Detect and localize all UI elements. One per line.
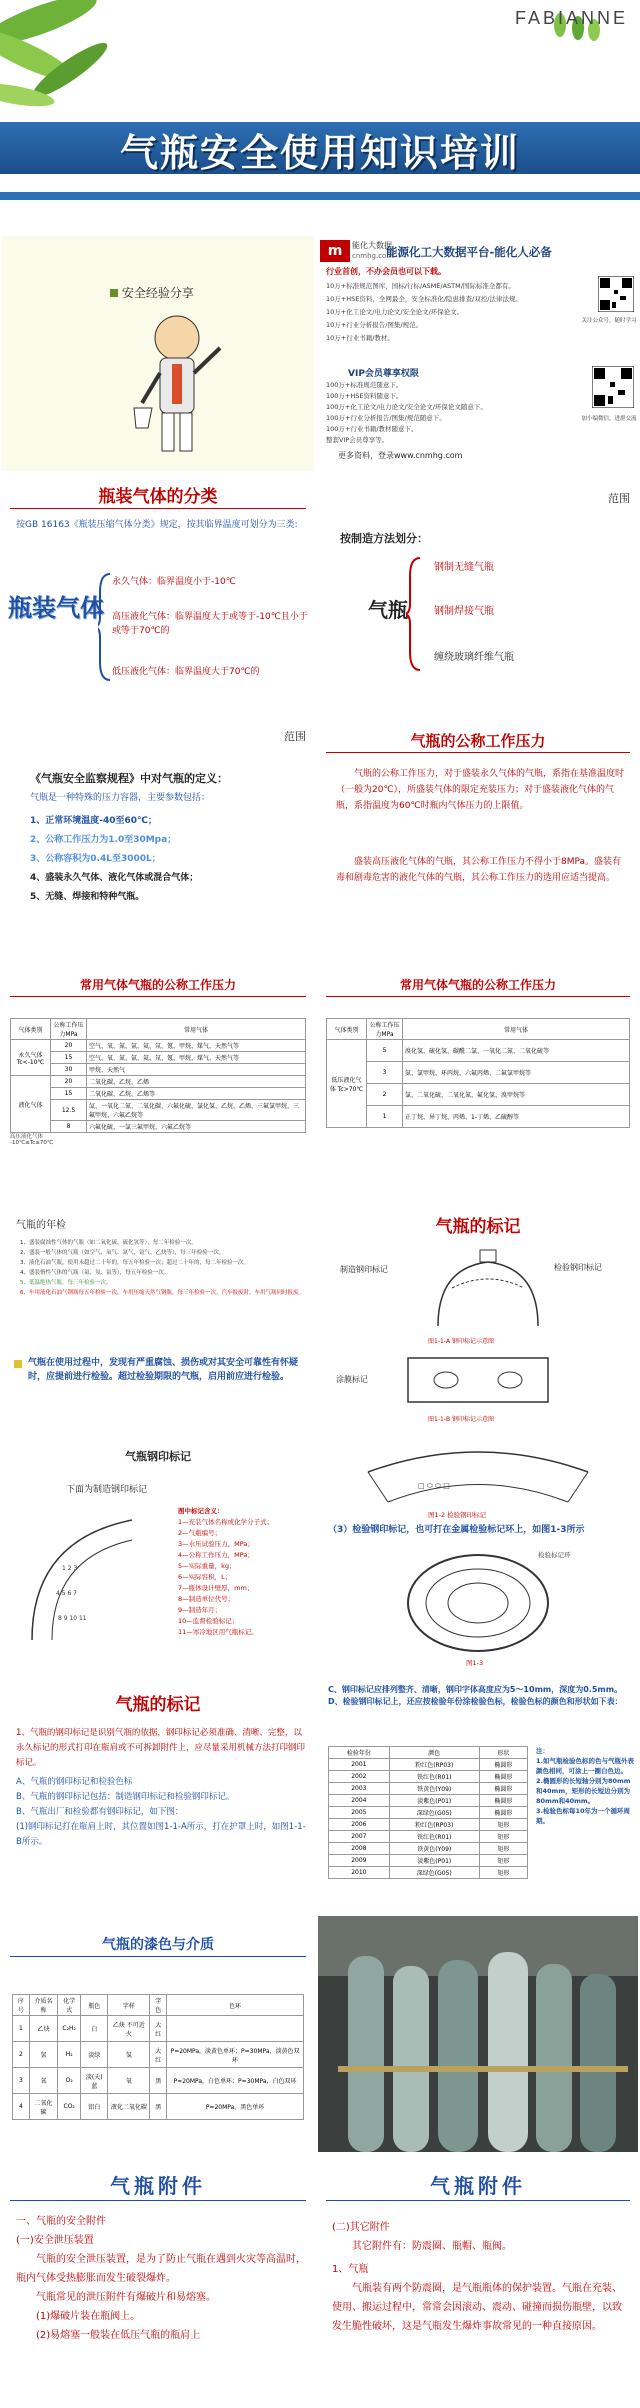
table-cell: 30 xyxy=(51,1064,87,1076)
column-header: 形状 xyxy=(479,1747,527,1759)
legend-title: 图中标记含义： xyxy=(178,1507,224,1515)
slide-accessories-1 xyxy=(2,2156,314,2406)
table-row xyxy=(13,2016,304,2042)
table-cell: 3 xyxy=(13,2068,30,2094)
legend-item: 11—寒冷地区用气瓶标记。 xyxy=(178,1628,258,1636)
table-cell: 低压液化气体 Tc>70℃ xyxy=(327,1040,367,1128)
table-cell: 液化气体 xyxy=(11,1076,51,1133)
slide-title: 《气瓶安全监察规程》中对气瓶的定义： xyxy=(30,772,228,785)
table-cell: 20 xyxy=(51,1076,87,1088)
table-cell: 大红 xyxy=(150,2042,167,2068)
slide-title: 气瓶钢印标记 xyxy=(125,1450,191,1463)
table-cell: 2002 xyxy=(329,1771,390,1783)
column-header: 介质名称 xyxy=(29,1995,57,2016)
column-header: 常用气体 xyxy=(87,1019,306,1040)
svg-text:8 9 10 11: 8 9 10 11 xyxy=(58,1615,87,1622)
accessory-item: (1)爆破片装在瓶阀上。 xyxy=(36,2311,141,2322)
inspection-item: 1、盛装腐蚀性气体的气瓶（如二氧化硫、硫化氢等），每二年检验一次。 xyxy=(20,1240,197,1246)
column-header: 字色 xyxy=(150,1995,167,2016)
stamp-sub: 下面为制造钢印标记 xyxy=(66,1485,148,1495)
slide-title: 瓶装气体的分类 xyxy=(98,487,218,507)
slide-title: 常用气体气瓶的公称工作压力 xyxy=(79,978,236,992)
qr-caption: 加小编微信，进群交流 xyxy=(581,416,637,422)
legend-item: 8—制造单位代号； xyxy=(178,1595,235,1603)
column-header: 公称工作压力MPa xyxy=(367,1019,403,1040)
cylinder-big-label: 气瓶 xyxy=(368,598,408,622)
column-header: 公称工作压力MPa xyxy=(51,1019,87,1040)
stamp-arc-diagram xyxy=(22,1500,142,1650)
legend-item: 9—制造年月； xyxy=(178,1606,222,1614)
vip-list xyxy=(326,380,554,446)
table-cell: 氨、氯甲烷、环丙烷、六氟丙烯、二氟氯甲烷等 xyxy=(403,1062,630,1084)
table-cell: 3 xyxy=(367,1062,403,1084)
ad-headline: 能源化工大数据平台-能化人必备 xyxy=(386,245,552,259)
table-row xyxy=(327,1040,630,1062)
paint-table xyxy=(12,1994,304,2120)
table-row xyxy=(329,1795,528,1807)
table-cell: 氢 xyxy=(29,2042,57,2068)
slide-gas-classification xyxy=(2,476,314,712)
table-row xyxy=(329,1867,528,1879)
table-cell: 淡紫色(P01) xyxy=(389,1795,479,1807)
pressure-table xyxy=(326,1018,630,1128)
legend-item: 3—水压试验压力，MPa； xyxy=(178,1540,254,1548)
table-cell: CO₂ xyxy=(58,2094,81,2120)
brand-logo: FABIANNE xyxy=(514,8,628,28)
legend-item: 6—实际容积，L； xyxy=(178,1573,232,1581)
table-cell: 粉红色(RP03) xyxy=(389,1819,479,1831)
param-item: 5、无缝、焊接和特种气瓶。 xyxy=(30,892,145,902)
cylinder-shoulder-diagram xyxy=(418,1248,558,1328)
table-cell: 铝白 xyxy=(81,2094,108,2120)
accessory-item: (二)其它附件 xyxy=(332,2222,390,2233)
table-cell: 空气、氧、氮、氩、氦、氖、氪、甲烷、煤气、天然气等 xyxy=(87,1040,306,1052)
stamp-legend xyxy=(178,1506,310,1638)
marking-label: 检验钢印标记 xyxy=(554,1263,602,1272)
table-row xyxy=(329,1843,528,1855)
slide-accessories-2 xyxy=(318,2156,638,2406)
table-cell: P=20MPa，黑色单环 xyxy=(167,2094,304,2120)
inspection-item: 3、液化石油气瓶，使用未超过二十年的，每五年检验一次；超过二十年的，每二年检验一次。 xyxy=(20,1260,250,1266)
slide-marking-text xyxy=(2,1676,314,1912)
column-header: 色环 xyxy=(167,1995,304,2016)
title-banner xyxy=(0,0,640,232)
slide-title: 气瓶的漆色与介质 xyxy=(102,1937,214,1953)
table-cell: 20 xyxy=(51,1040,87,1052)
table-cell: 乙炔 不可近火 xyxy=(108,2016,150,2042)
note-item: 3.检验色标每10年为一个循环周期。 xyxy=(536,1807,631,1825)
figure-caption: 图1-3 xyxy=(466,1659,484,1667)
marking-label: 制造钢印标记 xyxy=(340,1265,388,1274)
marking-list xyxy=(16,1726,306,1850)
marking-item: A、气瓶的钢印标记和检验色标 xyxy=(16,1777,133,1787)
qr-code-icon xyxy=(598,276,634,312)
figure-caption: 图1-1-B 钢印标记示意图 xyxy=(428,1416,494,1423)
figure-caption: 图1-2 检验钢印标记 xyxy=(428,1511,487,1519)
table-row xyxy=(13,2042,304,2068)
column-header: 气体类别 xyxy=(327,1019,367,1040)
table-row xyxy=(329,1855,528,1867)
ad-item: 10万+行业书籍/教材。 xyxy=(326,334,394,342)
intro-text: 按GB 16163《瓶装压缩气体分类》规定，按其临界温度可划分为三类: xyxy=(16,520,298,530)
slide-inspection-colors xyxy=(318,1676,638,1912)
table-cell: 2010 xyxy=(329,1867,390,1879)
table-cell: 2008 xyxy=(329,1843,390,1855)
logo-text: 能化大数据 xyxy=(352,241,392,250)
column-header: 瓶色 xyxy=(81,1995,108,2016)
table-cell: 5 xyxy=(367,1040,403,1062)
color-intro xyxy=(328,1684,632,1708)
slide-title: 常用气体气瓶的公称工作压力 xyxy=(399,978,556,992)
color-intro-item: D、检验钢印标记上，还应按检验年份涂检验色标，检验色标的颜色和形状如下表： xyxy=(328,1697,623,1706)
column-header: 检验年份 xyxy=(329,1747,390,1759)
inspection-item: 6、车用液化石油气钢瓶每五年检验一次，车用压缩天然气钢瓶，每三年检验一次。汽车报废时，车用气瓶同时报废。 xyxy=(20,1290,305,1296)
note-item: 1.如气瓶检验色标的色与气瓶外表颜色相同，可涂上一圈白色边。 xyxy=(536,1757,634,1775)
table-header xyxy=(11,1019,306,1040)
table-row xyxy=(11,1076,306,1088)
qr-caption: 关注公众号，随时学习 xyxy=(581,318,637,324)
brace-icon xyxy=(406,556,424,674)
table-cell: 椭圆形 xyxy=(479,1807,527,1819)
vip-item: 100万+标准规范随意下。 xyxy=(326,381,403,389)
table-cell: 15 xyxy=(51,1088,87,1100)
table-cell: 2001 xyxy=(329,1759,390,1771)
accessory-list xyxy=(16,2212,306,2345)
table-row xyxy=(13,2068,304,2094)
inspection-text: （3）检验钢印标记，也可打在金属检验标记环上，如图1-3所示 xyxy=(328,1525,585,1535)
bullet-icon xyxy=(14,1360,22,1368)
slide-pressure-table-2 xyxy=(318,956,638,1192)
table-row xyxy=(327,1106,630,1128)
table-cell: 氯、二氧化硫、二氧化氮、氟化氢、溴甲烷等 xyxy=(403,1084,630,1106)
ad-item: 10万+行业分析报告/图集/规范。 xyxy=(326,321,423,329)
table-cell: 2005 xyxy=(329,1807,390,1819)
cylinders-image xyxy=(318,1916,638,2152)
color-notes xyxy=(536,1746,634,1826)
table-cell: 液化二氧化碳 xyxy=(108,2094,150,2120)
accessory-item: 其它附件有：防震圈、瓶帽、瓶阀。 xyxy=(352,2241,512,2252)
type-item: 缠绕玻璃纤维气瓶 xyxy=(434,652,514,663)
ring-label: 检验标记环 xyxy=(538,1551,571,1559)
ad-item: 10万+化工论文/电力论文/安全论文/环保论文。 xyxy=(326,308,464,316)
slide-title: 气瓶的公称工作压力 xyxy=(410,732,546,750)
figure-caption: 图1-1-A 钢印标记示意图 xyxy=(428,1338,494,1345)
svg-text:4 5 6 7: 4 5 6 7 xyxy=(56,1590,77,1597)
table-row xyxy=(11,1052,306,1064)
table-cell: 2003 xyxy=(329,1783,390,1795)
table-cell: 2009 xyxy=(329,1855,390,1867)
accessory-item: (2)易熔塞一般装在低压气瓶的瓶肩上 xyxy=(36,2330,201,2341)
paragraph: 盛装高压液化气体的气瓶，其公称工作压力不得小于8MPa。盛装有毒和剧毒危害的液化气体的气瓶，其公称工作压力的选用应适当提高。 xyxy=(336,857,622,883)
table-header xyxy=(13,1995,304,2016)
slide-paint-colors xyxy=(2,1916,314,2152)
table-row xyxy=(329,1783,528,1795)
table-row xyxy=(13,2094,304,2120)
table-cell: 矩形 xyxy=(479,1831,527,1843)
table-cell: 12.5 xyxy=(51,1100,87,1121)
vip-item: 100万+行业分析报告/图集/规范随意下。 xyxy=(326,414,446,422)
slide-title: 气瓶附件 xyxy=(430,2174,526,2198)
table-row xyxy=(329,1831,528,1843)
table-row xyxy=(327,1084,630,1106)
table-header xyxy=(327,1019,630,1040)
table-cell: 2 xyxy=(13,2042,30,2068)
type-item: 钢制无缝气瓶 xyxy=(434,562,494,573)
class-item: 高压液化气体：临界温度大于或等于-10℃且小于或等于70℃的 xyxy=(112,612,308,636)
table-cell: 铁黄色(Y09) xyxy=(389,1843,479,1855)
table-cell: 高压液化气体 -10℃≤Tc≤70℃ xyxy=(10,1134,54,1146)
marking-item: (1)钢印标记打在瓶肩上时，其位置如图1-1-A所示，打在护罩上时，如图1-1-B所示。 xyxy=(16,1822,306,1847)
color-table xyxy=(328,1746,528,1879)
table-cell: 二氧化碳、乙烷、乙烯等 xyxy=(87,1088,306,1100)
accessory-list xyxy=(332,2218,628,2336)
table-row xyxy=(329,1807,528,1819)
table-cell: 白 xyxy=(81,2016,108,2042)
slide-safety-share xyxy=(2,236,314,471)
table-cell: 二氧化碳 xyxy=(29,2094,57,2120)
ad-slide xyxy=(318,236,638,471)
slide-steel-stamp xyxy=(2,1436,314,1672)
cylinder-photo xyxy=(318,1916,638,2152)
table-cell: 深绿色(G05) xyxy=(389,1807,479,1819)
table-cell: 正丁烷、异丁烷、丙烯、1-丁烯、乙硫醇等 xyxy=(403,1106,630,1128)
brace-icon xyxy=(98,572,112,682)
inspection-item: 2、盛装一般气体的气瓶（如空气、氧气、氮气、氩气、乙炔等），每三年检验一次。 xyxy=(20,1250,225,1256)
table-cell: 4 xyxy=(13,2094,30,2120)
param-item: 3、公称容积为0.4L至3000L； xyxy=(30,854,161,864)
vip-item: 100万+化工论文/电力论文/安全论文/环保论文随意下。 xyxy=(326,403,487,411)
marking-label: 涂膜标记 xyxy=(336,1375,368,1384)
table-cell: 椭圆形 xyxy=(479,1795,527,1807)
column-header: 化学式 xyxy=(58,1995,81,2016)
inspection-item: 5、低温绝热气瓶，每三年检验一次。 xyxy=(20,1280,112,1286)
vip-item: 100万+HSE资料随意下。 xyxy=(326,392,403,400)
class-item: 永久气体：临界温度小于-10℃ xyxy=(112,577,236,587)
slide-manufacture-type xyxy=(318,476,638,712)
table-cell: 2004 xyxy=(329,1795,390,1807)
slide-title: 气瓶附件 xyxy=(110,2174,206,2198)
table-cell: 溴化氢、硫化氢、碳酰二氯、一氧化二氮、二氧化硫等 xyxy=(403,1040,630,1062)
table-cell: 铁红色(R01) xyxy=(389,1831,479,1843)
table-cell: 二氧化碳、乙烷、乙烯 xyxy=(87,1076,306,1088)
legend-item: 5—实际重量，kg； xyxy=(178,1562,236,1570)
bullet-icon xyxy=(110,289,118,297)
column-header: 气体类别 xyxy=(11,1019,51,1040)
ad-sub: 行业首创，不办会员也可以下载。 xyxy=(326,267,446,276)
class-item: 低压液化气体：临界温度大于70℃的 xyxy=(112,667,260,677)
vip-title: VIP会员尊享权限 xyxy=(348,369,419,379)
table-cell: 氢 xyxy=(108,2042,150,2068)
bullet-text: 安全经验分享 xyxy=(121,286,194,300)
param-list xyxy=(30,812,198,907)
table-row xyxy=(329,1771,528,1783)
table-cell: 氧 xyxy=(29,2068,57,2094)
marking-item: B、气瓶的钢印标记包括：制造钢印标记和检验钢印标记。 xyxy=(16,1792,235,1802)
ad-item: 10万+HSE资料，全网最全，安全标准化/隐患排查/双控/法律法规。 xyxy=(326,295,522,303)
cylinder-guard-diagram xyxy=(398,1350,558,1410)
slide-title: 按制造方法划分： xyxy=(340,532,428,545)
table-cell: H₂ xyxy=(58,2042,81,2068)
table-cell: 2006 xyxy=(329,1819,390,1831)
table-row xyxy=(11,1088,306,1100)
table-row xyxy=(11,1064,306,1076)
table-cell: 氧 xyxy=(108,2068,150,2094)
color-intro-item: C、钢印标记应排列整齐、清晰，钢印字体高度应为5～10mm，深度为0.5mm。 xyxy=(328,1685,623,1694)
slide-title: 气瓶的标记 xyxy=(115,1695,201,1715)
legend-item: 7—瓶体设计壁厚，mm； xyxy=(178,1584,254,1592)
table-cell: 2 xyxy=(367,1084,403,1106)
table-cell: 黑 xyxy=(150,2094,167,2120)
gas-big-label: 瓶装气体 xyxy=(8,594,104,622)
slide-annual-inspection xyxy=(2,1196,314,1432)
table-cell: 铁黄色(Y09) xyxy=(389,1783,479,1795)
slide-inspection-stamp xyxy=(318,1436,638,1672)
table-cell: 淡(天)蓝 xyxy=(81,2068,108,2094)
legend-item: 4—公称工作压力，MPa； xyxy=(178,1551,254,1559)
note-item: 注： xyxy=(536,1747,549,1755)
table-cell: 椭圆形 xyxy=(479,1783,527,1795)
definition-sub: 气瓶是一种特殊的压力容器，主要参数包括： xyxy=(30,793,211,803)
table-row xyxy=(11,1040,306,1052)
table-cell: 甲烷、天然气 xyxy=(87,1064,306,1076)
accessory-item: 气瓶的安全泄压装置，是为了防止气瓶在遇到火灾等高温时，瓶内气体受热膨胀而发生破裂爆炸。 xyxy=(16,2254,306,2284)
table-cell: 大红 xyxy=(150,2016,167,2042)
table-cell: 1 xyxy=(13,2016,30,2042)
corner-label: 范围 xyxy=(608,492,630,505)
param-item: 1、正常环境温度-40至60℃； xyxy=(30,816,157,826)
table-cell: 2007 xyxy=(329,1831,390,1843)
table-cell: 淡绿 xyxy=(81,2042,108,2068)
ad-more-link[interactable]: 更多资料，登录www.cnmhg.com xyxy=(338,451,463,460)
table-cell: C₂H₂ xyxy=(58,2016,81,2042)
legend-item: 2—气瓶编号； xyxy=(178,1529,222,1537)
table-row xyxy=(11,1100,306,1121)
vip-item: 整套VIP会员尊享等。 xyxy=(326,436,389,444)
table-cell: 氙、一氧化二氮、二氧化碳、六氟化硫、氯化氢、乙烷、乙烯、三氟氯甲烷、三氟甲烷、六氟乙烷等 xyxy=(87,1100,306,1121)
table-cell: 深绿色(G05) xyxy=(389,1867,479,1879)
table-cell: 永久气体 Tc<-10℃ xyxy=(11,1040,51,1076)
table-row xyxy=(327,1062,630,1084)
table-cell xyxy=(167,2016,304,2042)
column-header: 颜色 xyxy=(389,1747,479,1759)
column-header: 字样 xyxy=(108,1995,150,2016)
table-cell: 六氟化硫、一氯三氟甲烷、六氟乙烷等 xyxy=(87,1121,306,1133)
ad-list xyxy=(326,280,554,345)
slide-title: 气瓶的年检 xyxy=(16,1220,66,1231)
table-cell: 矩形 xyxy=(479,1855,527,1867)
table-cell: 15 xyxy=(51,1052,87,1064)
table-cell: 椭圆形 xyxy=(479,1771,527,1783)
accessory-item: 气瓶常见的泄压附件有爆破片和易熔塞。 xyxy=(36,2292,216,2303)
marking-item: B、气瓶出厂和检验都有钢印标记，如下图： xyxy=(16,1807,184,1817)
table-cell: P=20MPa，白色单环；P=30MPa，白色双环 xyxy=(167,2068,304,2094)
cartoon-man-icon xyxy=(122,308,232,458)
table-cell: 粉红色(RP03) xyxy=(389,1759,479,1771)
svg-text:1 2 3: 1 2 3 xyxy=(62,1565,78,1572)
page-title: 气瓶安全使用知识培训 xyxy=(119,131,520,175)
table-header xyxy=(329,1747,528,1759)
note-item: 2.椭圆形的长短轴分别为80mm和40mm，矩形的长短边分别为80mm和40mm。 xyxy=(536,1777,631,1805)
inspection-item: 4、盛装惰性气体的气瓶（氦、氖、氩等），每五年检验一次。 xyxy=(20,1270,170,1276)
type-item: 钢制焊接气瓶 xyxy=(434,606,494,617)
logo-url: cnmhg.com xyxy=(352,252,394,260)
slide-definition xyxy=(2,716,314,952)
table-cell: 黑 xyxy=(150,2068,167,2094)
column-header: 常用气体 xyxy=(403,1019,630,1040)
table-cell: 淡紫色(P01) xyxy=(389,1855,479,1867)
table-cell: 铁红色(R01) xyxy=(389,1771,479,1783)
table-row xyxy=(329,1759,528,1771)
svg-text:□ ⬭ ⬭ □: □ ⬭ ⬭ □ xyxy=(418,1482,450,1490)
table-cell: 矩形 xyxy=(479,1819,527,1831)
slide-title: 气瓶的标记 xyxy=(435,1217,521,1237)
table-cell: O₂ xyxy=(58,2068,81,2094)
table-row xyxy=(329,1819,528,1831)
inspection-list xyxy=(20,1238,306,1298)
logo-icon: m xyxy=(320,240,350,262)
param-item: 2、公称工作压力为1.0至30Mpa； xyxy=(30,835,177,845)
table-cell: 1 xyxy=(367,1106,403,1128)
paragraph: 气瓶的公称工作压力，对于盛装永久气体的气瓶，系指在基准温度时（一般为20℃），所盛装气体的限定充装压力；对于盛装液化气体的气瓶，系指温度为60℃时瓶内气体压力的上限值。 xyxy=(336,769,625,811)
table-cell: 空气、氧、氮、氩、氦、氖、氪、甲烷、煤气、天然气等 xyxy=(87,1052,306,1064)
column-header: 序号 xyxy=(13,1995,30,2016)
bullet-row xyxy=(110,284,194,301)
marking-item: 1、气瓶的钢印标记是识别气瓶的依据，钢印标记必须准确、清晰、完整，以永久标记的形式打印在瓶肩或不可拆卸附件上，应尽量采用机械方法打印钢印标记。 xyxy=(16,1728,306,1768)
table-row xyxy=(11,1121,306,1133)
qr-code-icon xyxy=(592,366,634,408)
ring-diagram xyxy=(398,1548,558,1658)
accessory-item: (一)安全泄压装置 xyxy=(16,2235,94,2246)
table-cell: P=20MPa，淡黄色单环；P=30MPa，淡黄色双环 xyxy=(167,2042,304,2068)
table-cell: 椭圆形 xyxy=(479,1759,527,1771)
table-cell: 矩形 xyxy=(479,1867,527,1879)
slide-marking-diagram xyxy=(318,1196,638,1432)
table-cell: 8 xyxy=(51,1121,87,1133)
legend-item: 10—监督检验标记； xyxy=(178,1617,239,1625)
inspection-note: 气瓶在使用过程中，发现有严重腐蚀、损伤或对其安全可靠性有怀疑时，应提前进行检验。超过检验期限的气瓶，启用前应进行检验。 xyxy=(28,1358,299,1382)
ad-item: 10万+标准规范图库，国标/行标/ASME/ASTM/国际标准全都有。 xyxy=(326,282,515,290)
table-cell: 乙炔 xyxy=(29,2016,57,2042)
param-item: 4、盛装永久气体、液化气体或混合气体； xyxy=(30,873,199,883)
legend-item: 1—充装气体名称或化学分子式； xyxy=(178,1518,274,1526)
accessory-item: 1、气瓶 xyxy=(332,2264,369,2275)
accessory-item: 一、气瓶的安全附件 xyxy=(16,2216,106,2227)
accessory-item: 气瓶装有两个防震圈，是气瓶瓶体的保护装置。气瓶在充装、使用、搬运过程中，常常会因滚动、震动、碰撞而损伤瓶壁，以致发生脆性破坏，这是气瓶发生爆炸事故常见的一种直接原因。 xyxy=(332,2283,622,2332)
table-cell: 矩形 xyxy=(479,1843,527,1855)
corner-label: 范围 xyxy=(284,730,306,743)
vip-item: 100万+行业书籍/教材随意下。 xyxy=(326,425,418,433)
pressure-table xyxy=(10,1018,306,1133)
leaf-decoration xyxy=(0,0,640,232)
slide-nominal-pressure xyxy=(318,716,638,952)
slide-pressure-table-1 xyxy=(2,956,314,1192)
